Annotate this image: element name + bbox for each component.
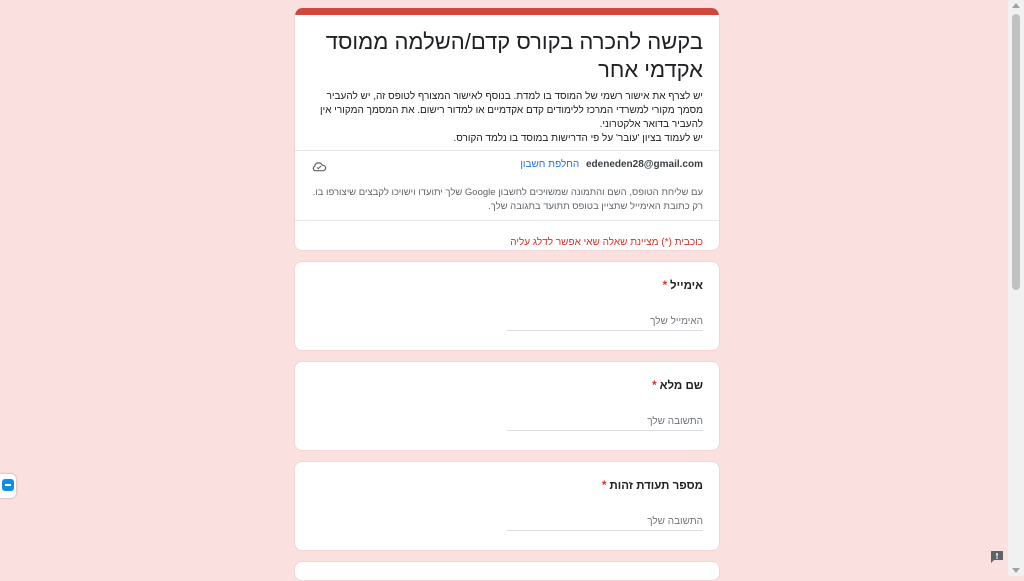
- required-note: כוכבית (*) מציינת שאלה שאי אפשר לדלג עליה: [510, 237, 703, 248]
- email-field[interactable]: האימייל שלך: [507, 316, 703, 331]
- report-feedback-icon[interactable]: [990, 550, 1004, 564]
- divider: [295, 150, 719, 151]
- account-notice: עם שליחת הטופס, השם והתמונה שמשויכים לחשבון Google שלך יתועדו וישויכו לקבצים שיצורפו בו. רק כתובת האימייל שתציין בטופס תתועד בתגובה שלך.: [312, 187, 703, 212]
- question-label: אימייל*: [662, 280, 703, 292]
- form-header-card: [294, 8, 720, 251]
- page-scrollbar[interactable]: [1008, 0, 1024, 576]
- account-email: edeneden28@gmail.com: [585, 159, 703, 170]
- scroll-thumb[interactable]: [1012, 14, 1020, 290]
- account-row: [311, 159, 703, 175]
- teamviewer-icon: [2, 479, 14, 491]
- theme-accent-bar: [295, 8, 719, 15]
- teamviewer-widget[interactable]: [0, 474, 16, 498]
- switch-account-link[interactable]: החלפת חשבון: [520, 159, 580, 170]
- question-card-id-number: [294, 461, 720, 551]
- cloud-offline-icon: [311, 159, 327, 173]
- question-label: מספר תעודת זהות*: [602, 480, 703, 492]
- divider: [295, 220, 719, 221]
- scroll-down-icon[interactable]: [1012, 568, 1020, 573]
- full-name-field[interactable]: התשובה שלך: [507, 416, 703, 431]
- form-title: בקשה להכרה בקורס קדם/השלמה ממוסד אקדמי אחר: [325, 29, 703, 82]
- id-number-field[interactable]: התשובה שלך: [507, 516, 703, 531]
- question-card-next: [294, 561, 720, 581]
- required-star: *: [652, 380, 657, 392]
- required-star: *: [602, 480, 607, 492]
- question-card-email: [294, 261, 720, 351]
- scroll-up-icon[interactable]: [1012, 3, 1020, 8]
- question-label: שם מלא*: [652, 380, 703, 392]
- question-card-full-name: [294, 361, 720, 451]
- required-star: *: [662, 280, 668, 292]
- form-description: יש לצרף את אישור רשמי של המוסד בו למדת. בנוסף לאישור המצורף לטופס זה, יש להעביר מסמך מקורי למשרדי המרכז ללימודים קדם אקדמיים או למדור רישום. את המסמך המקורי אין להעביר בדואר אלקטרוני. יש לעמוד בציון 'עובר' על פי הדרישות במוסד בו נלמד הקורס.: [320, 91, 703, 144]
